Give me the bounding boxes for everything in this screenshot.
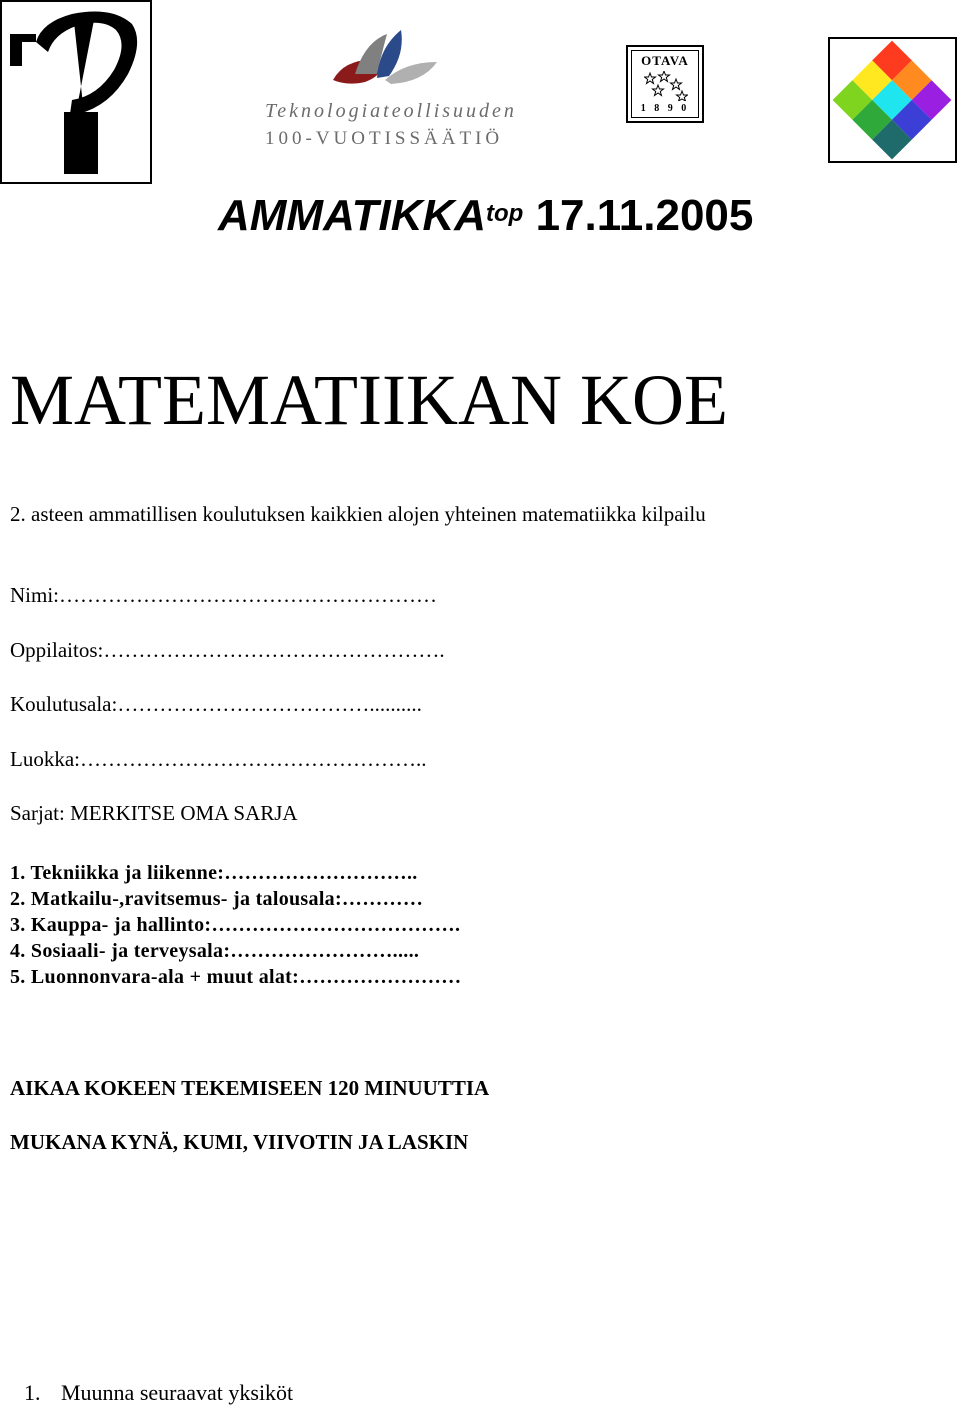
otava-logo (626, 45, 704, 123)
exam-title: MATEMATIIKAN KOE (10, 360, 728, 440)
series-item: 1. Tekniikka ja liikenne:……………………….. (10, 862, 418, 884)
time-notice: AIKAA KOKEEN TEKEMISEEN 120 MINUUTTIA (10, 1076, 490, 1100)
tek-line2: 100-VUOTISSÄÄTIÖ (265, 128, 504, 149)
task-number: 1. (24, 1380, 41, 1405)
study-field-field: Koulutusala:……………………………….......... (10, 692, 422, 716)
teknologiateollisuus-logo (265, 28, 535, 158)
series-item: 4. Sosiaali- ja terveysala:……………………..... (10, 940, 420, 962)
class-field: Luokka:………………………………………….. (10, 747, 427, 771)
phi-logo-graphic (2, 2, 150, 182)
diamond-icon (830, 39, 955, 161)
competition-date: 17.11.2005 (535, 191, 754, 240)
series-item: 5. Luonnonvara-ala + muut alat:…………………… (10, 966, 462, 988)
competition-superscript: top (486, 200, 524, 227)
series-item: 3. Kauppa- ja hallinto:………………………………. (10, 914, 461, 936)
series-item: 2. Matkailu-,ravitsemus- ja talousala:………… (10, 888, 424, 910)
stars-icon (644, 71, 688, 101)
materials-notice: MUKANA KYNÄ, KUMI, VIIVOTIN JA LASKIN (10, 1130, 469, 1154)
name-field: Nimi:……………………………………………… (10, 583, 438, 607)
otava-year: 1 8 9 0 (640, 103, 690, 114)
subtitle: 2. asteen ammatillisen koulutuksen kaikkien alojen yhteinen matematiikka kilpailu (10, 502, 706, 526)
school-field: Oppilaitos:…………………………………………. (10, 638, 445, 662)
series-heading: Sarjat: MERKITSE OMA SARJA (10, 801, 298, 825)
series-list (10, 860, 461, 990)
phi-logo (0, 0, 152, 184)
tek-line1: Teknologiateollisuuden (265, 100, 517, 122)
task-text: Muunna seuraavat yksiköt (61, 1380, 294, 1405)
flower-icon (325, 28, 445, 92)
otava-name: OTAVA (641, 53, 689, 68)
color-diamond-logo (828, 37, 957, 163)
task-item (24, 1380, 293, 1406)
competition-name: AMMATIKKA (218, 191, 487, 240)
competition-title (218, 190, 753, 242)
